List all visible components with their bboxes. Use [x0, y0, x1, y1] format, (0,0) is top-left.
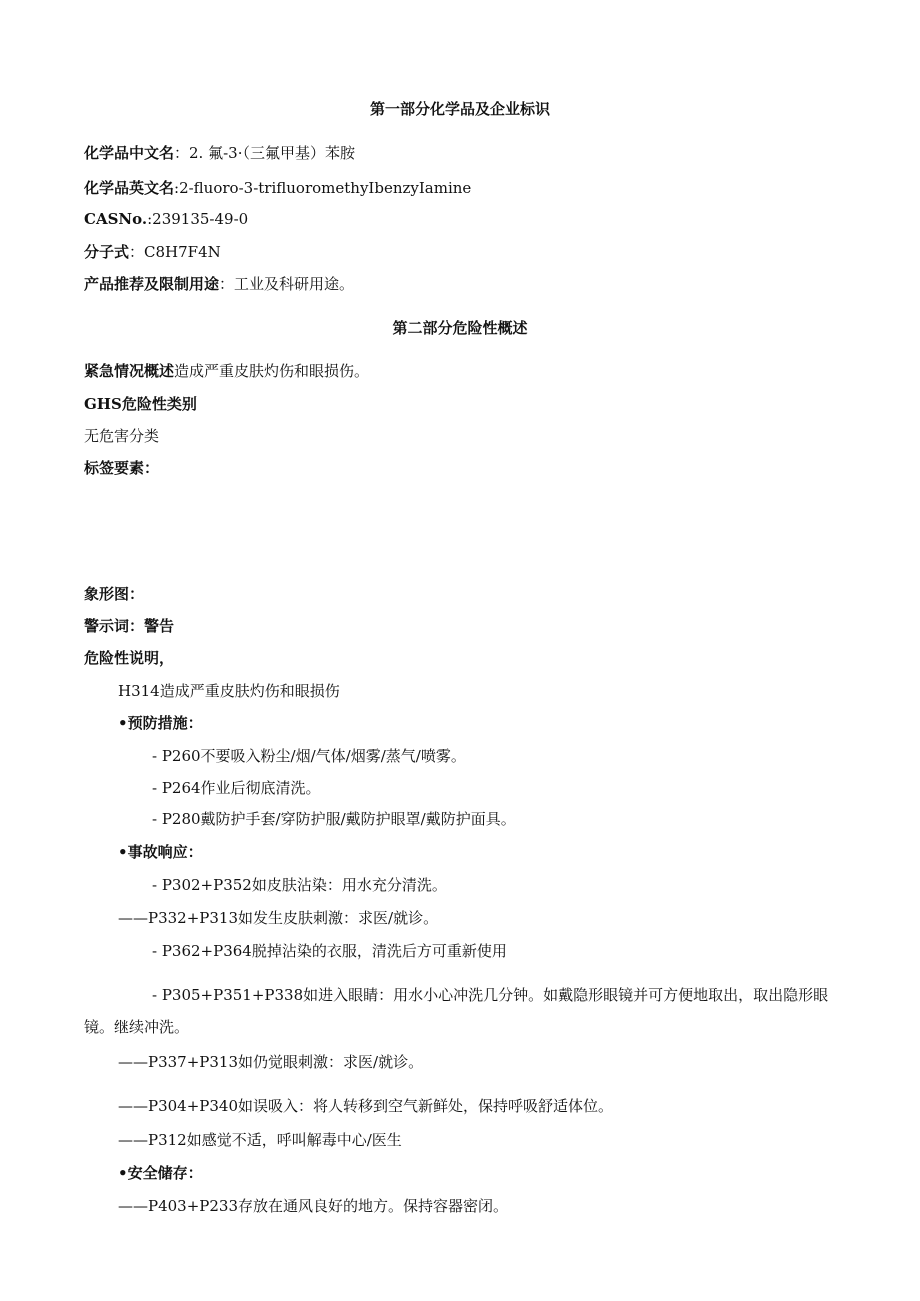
- storage-label: •安全储存：: [118, 1164, 203, 1182]
- en-name-line: [84, 178, 471, 198]
- response-item: ——P304+P340如误吸入：将人转移到空气新鲜处，保持呼吸舒适体位。: [118, 1097, 614, 1115]
- en-name-label: 化学品英文名: [84, 179, 175, 197]
- prevention-item: - P280戴防护手套/穿防护服/戴防护眼罩/戴防护面具。: [152, 810, 516, 828]
- signal-line: [84, 616, 174, 636]
- prevention-item: - P260不要吸入粉尘/烟/气体/烟雾/蒸气/喷雾。: [152, 747, 466, 765]
- response-item: ——P312如感觉不适，呼叫解毒中心/医生: [118, 1131, 402, 1149]
- cas-label: CASNo.: [84, 210, 148, 228]
- ghs-value: 无危害分类: [84, 427, 160, 445]
- response-item: ——P332+P313如发生皮肤刺激：求医/就诊。: [118, 909, 439, 927]
- usage-line: [84, 274, 354, 294]
- pictogram-label: 象形图：: [84, 585, 145, 603]
- formula-label: 分子式: [84, 243, 130, 261]
- usage-value: ：工业及科研用途。: [219, 275, 355, 293]
- ghs-label: GHS危险性类别: [84, 395, 197, 413]
- response-item: - P362+P364脱掉沾染的衣服，清洗后方可重新使用: [152, 942, 507, 960]
- response-item-continued: 镜。继续冲洗。: [84, 1018, 190, 1036]
- label-elements: 标签要素：: [84, 459, 160, 477]
- section1-title: 第一部分化学品及企业标识: [369, 100, 550, 118]
- response-item: - P305+P351+P338如进入眼睛：用水小心冲洗几分钟。如戴隐形眼镜并可方便地取出，取出隐形眼: [152, 986, 829, 1004]
- en-name-value: :2-fluoro-3-trifluoromethyIbenzyIamine: [174, 179, 472, 197]
- cas-value: :239135-49-0: [147, 210, 249, 228]
- prevention-label: •预防措施：: [118, 714, 203, 732]
- response-label: •事故响应：: [118, 843, 203, 861]
- section2-title: 第二部分危险性概述: [392, 319, 528, 337]
- storage-item: ——P403+P233存放在通风良好的地方。保持容器密闭。: [118, 1197, 509, 1215]
- emergency-line: [84, 361, 369, 381]
- response-item: ——P337+P313如仍觉眼刺激：求医/就诊。: [118, 1053, 424, 1071]
- usage-label: 产品推荐及限制用途: [84, 275, 220, 293]
- formula-line: [84, 242, 221, 262]
- cn-name-value: ：2. 氟-3·（三氟甲基）苯胺: [174, 144, 355, 162]
- cn-name-label: 化学品中文名: [84, 144, 175, 162]
- signal-value: 警告: [144, 617, 175, 635]
- formula-value: ：C8H7F4N: [129, 243, 221, 261]
- emergency-value: 造成严重皮肤灼伤和眼损伤。: [174, 362, 370, 380]
- response-item: - P302+P352如皮肤沾染：用水充分清洗。: [152, 876, 447, 894]
- hazard-statement-label: 危险性说明，: [84, 649, 175, 667]
- signal-label: 警示词：: [84, 617, 145, 635]
- cn-name-line: [84, 143, 355, 163]
- cas-line: [84, 209, 248, 229]
- emergency-label: 紧急情况概述: [84, 362, 175, 380]
- hazard-statement: H314造成严重皮肤灼伤和眼损伤: [118, 682, 340, 700]
- prevention-item: - P264作业后彻底清洗。: [152, 779, 321, 797]
